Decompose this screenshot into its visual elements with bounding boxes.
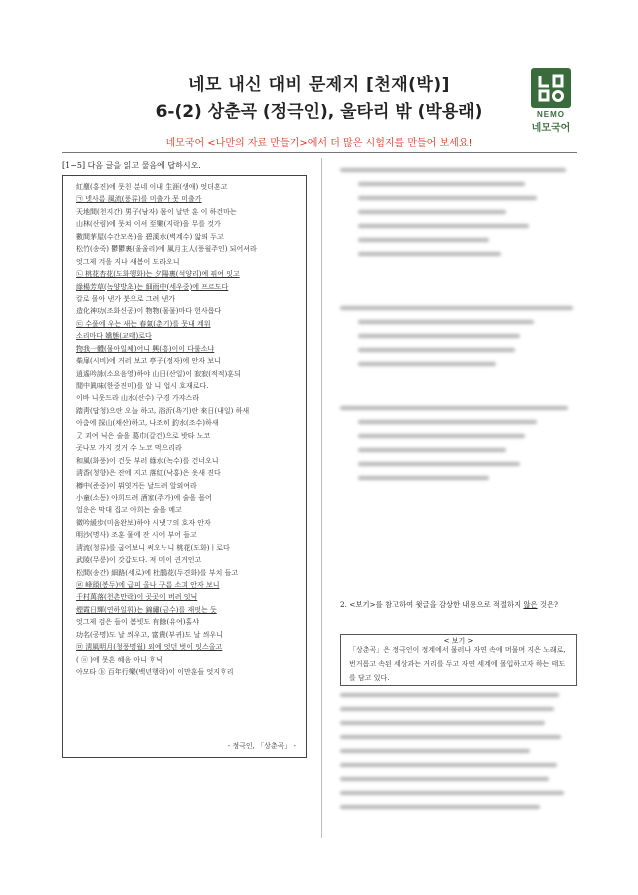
bogi-box <box>340 634 577 686</box>
poem-line: 閒中眞味(한중진미)를 알 니 업시 호재로다. <box>76 382 209 390</box>
poem-line: ㉢ 수풀에 우는 새는 春氣(춘기)를 뭇내 계워 <box>76 319 211 328</box>
poem-line: 소리마다 嬌態(교태)로다 <box>76 332 152 341</box>
poem-line: 數間茅屋(수간모옥)을 碧溪水(벽계수) 앏픠 두고 <box>76 232 224 241</box>
page-title: 네모 내신 대비 문제지 [천재(박)] <box>188 75 450 95</box>
promo-subtitle: 네모국어 <나만의 자료 만들기>에서 더 많은 시험지를 만들어 보세요! <box>165 138 473 149</box>
poem-line: 칼로 몰아 낸가 붓으로 그려 낸가 <box>76 294 176 303</box>
poem-line: 綠楊芳草(녹양방초)는 細雨中(세우중)에 프르도다 <box>76 282 229 291</box>
poem-line: 이바 니웃드라 山水(산수) 구경 가쟈스라 <box>76 394 200 403</box>
poem-line: 얼운은 막대 집고 아희는 술을 메고 <box>76 506 182 515</box>
logo-text-ko: 네모국어 <box>531 123 571 134</box>
poem-line: ㉤ 淸風明月(청풍명월) 외예 엇던 벗이 잇스올고 <box>76 643 223 652</box>
poem-line: 엇그제 검은 들이 봄빗도 有餘(유여)홀샤 <box>76 618 200 627</box>
question-intro: [1~5] 다음 글을 읽고 물음에 답하시오. <box>62 161 201 170</box>
nemo-logo-mark <box>531 68 571 108</box>
question-2 <box>340 598 580 611</box>
poem-line: 엇그제 겨을 지나 새봄이 도라오니 <box>76 257 180 266</box>
poem-line: ㉡ 桃花杏花(도화행화)는 夕陽裏(석양리)예 퓌여 잇고 <box>76 270 240 279</box>
poem-line: 煙霞日輝(연하일휘)는 錦繡(금수)를 재펏는 듯 <box>76 605 217 614</box>
logo-text-en: NEMO <box>537 110 565 119</box>
poem-line: 功名(공명)도 날 씌우고, 富貴(부귀)도 날 씌우니 <box>76 630 223 639</box>
bogi-title: < 보기 > <box>440 637 478 645</box>
poem-passage-box <box>62 175 307 758</box>
column-divider <box>321 158 322 838</box>
poem-line: ㉠ 녯사름 風流(풍류)를 미출가 못 미출가 <box>76 195 202 204</box>
poem-attribution: - 정극인, 「상춘곡」 - <box>227 742 296 750</box>
poem-line: 逍遙吟詠(소요음영)하야 山日(산일)이 寂寂(적적)훈듸 <box>76 369 241 378</box>
poem-line: ( ⓐ )에 못흔 혜음 아니 ᄒᆞ닉 <box>76 655 163 664</box>
obscured-content-bottom <box>340 693 578 819</box>
question-2-emphasis: 않은 <box>523 600 538 609</box>
poem-line: 微吟緩步(미음완보)하야 시냇ᄀᆞ의 호자 안자 <box>76 518 211 527</box>
poem-line: 天地間(천지간) 男子(남자) 몸이 날만 훈 이 하건마는 <box>76 207 237 216</box>
poem-line: 踏靑(답청)으란 오늘 하고, 浴沂(욕기)란 來日(내일) 하새 <box>76 406 250 415</box>
poem-line: 樽中(준중)이 뷔엿거든 날드려 알외여라 <box>76 481 197 490</box>
poem-line: 明沙(명사) 조훈 물에 잔 시어 부어 들고 <box>76 531 197 540</box>
obscured-content-top <box>340 168 578 490</box>
poem-lines <box>76 181 304 679</box>
poem-line: 松間(송간) 細路(세로)에 杜鵑花(두견화)를 부치 들고 <box>76 568 239 577</box>
header-rule <box>62 152 577 153</box>
poem-line: ㉣ 峰頭(봉두)에 급피 올나 구름 소긔 안자 보니 <box>76 581 220 589</box>
poem-line: 곳나모 가지 것거 수 노코 먹으리라 <box>76 444 182 453</box>
poem-line: 武陵(무릉)이 갓갑도다. 져 미이 긘거인고 <box>76 556 202 565</box>
poem-line: 造化神功(조화신공)이 物物(물물)마다 헌사롭다 <box>76 307 222 316</box>
poem-line: 物我一體(물아일체)어니 興(흥)이이 다룰소냐 <box>76 344 215 353</box>
question-2-suffix: 것은? <box>539 600 558 609</box>
poem-line: 松竹(송죽) 鬱鬱裏(울울리)에 風月主人(풍월주인) 되어셔라 <box>76 245 257 254</box>
poem-line: 柴扉(시비)에 거러 보고 亭子(정자)에 안자 보니 <box>76 357 221 366</box>
page-subtitle-title: 6-(2) 상춘곡 (정극인), 울타리 밖 (박용래) <box>155 102 483 122</box>
poem-line: ᄀᆞᆺ 괴여 닉은 술을 葛巾(갈건)으로 밧타 노코 <box>76 431 211 440</box>
poem-line: 千村萬落(천촌만락)이 곳곳이 버려 잇닉 <box>76 593 198 602</box>
poem-line: 和風(화풍)이 건듯 부러 綠水(녹수)를 건너오니 <box>76 456 219 465</box>
nemo-logo <box>526 68 576 134</box>
question-2-prefix: 2. <보기>를 참고하여 윗글을 감상한 내용으로 적절하지 <box>340 600 522 609</box>
poem-line: 山林(산림)에 뭇쳐 이셔 至樂(지락)을 무를 것가 <box>76 220 221 229</box>
poem-line: 아춤에 採山(채산)하고, 나조히 釣水(조수)하새 <box>76 419 219 428</box>
poem-line: 淸香(청향)은 잔에 지고 落紅(낙홍)은 옷새 진다 <box>76 469 221 478</box>
bogi-text: 「상춘곡」은 정극인이 정계에서 물러나 자연 속에 머물며 지은 노래로, 번거롭고 속된 세상과는 거리를 두고 자연 세계에 몰입하고자 하는 태도를 담고 있다. <box>349 646 566 682</box>
poem-line: 아모타 ⓑ 百年行樂(백년행락)이 이만훈들 엇지ᄒᆞ리 <box>76 668 234 677</box>
poem-line: 淸流(청류)를 굽어보니 써오ᄂᆞ니 桃花(도화)ㅣ로다 <box>76 543 230 552</box>
poem-line: 紅塵(홍진)에 뭇친 분네 이내 生涯(생애) 엇더혼고 <box>76 183 228 191</box>
poem-line: 小童(소동) 아희드려 酒家(주가)에 술을 믈어 <box>76 493 212 502</box>
